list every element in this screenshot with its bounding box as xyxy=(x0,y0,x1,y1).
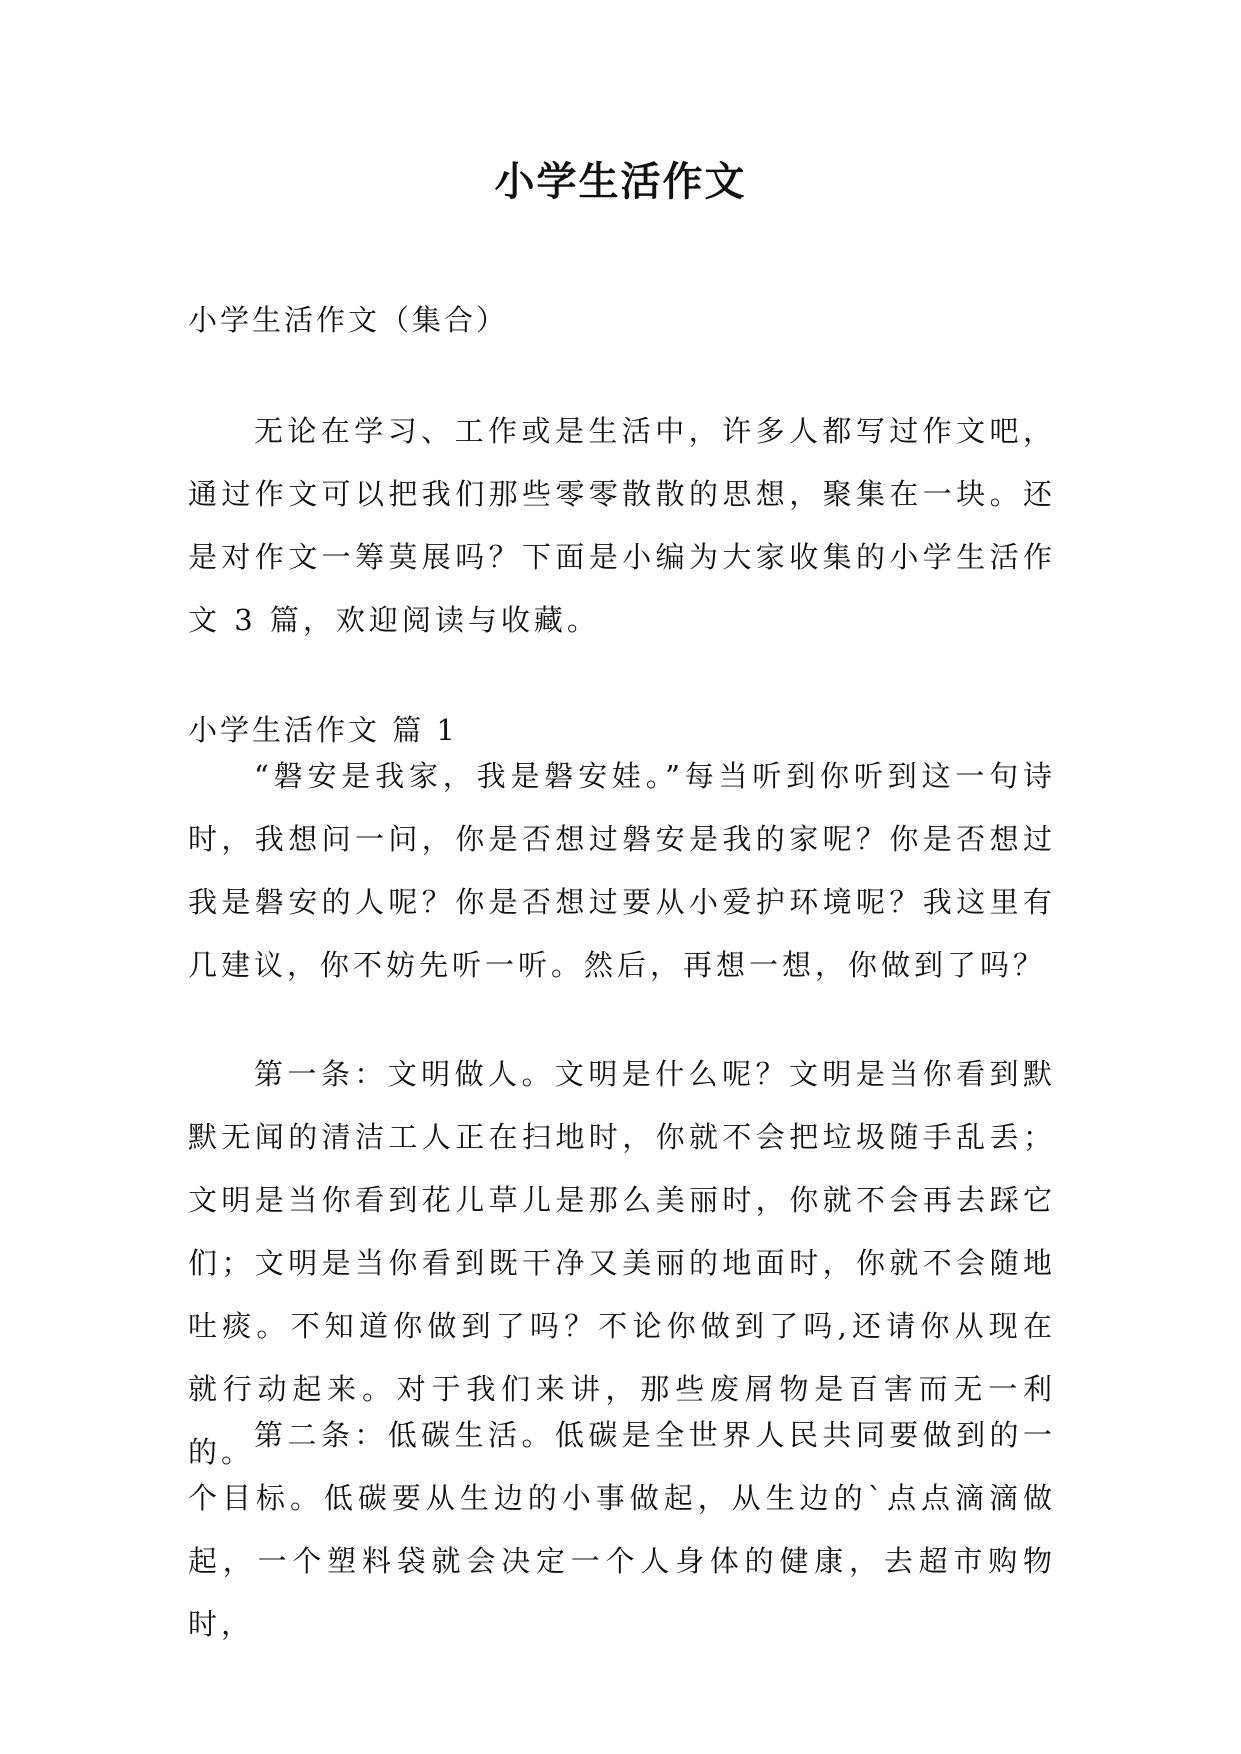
body-paragraph: “磐安是我家，我是磐安娃。”每当听到你听到这一句诗时，我想问一问，你是否想过磐安是我的家呢？你是否想过我是磐安的人呢？你是否想过要从小爱护环境呢？我这里有几建议，你不妨先听一听。然后，再想一想，你做到了吗？ xyxy=(188,759,1056,982)
document-subtitle: 小学生活作文（集合） xyxy=(188,303,509,337)
document-title: 小学生活作文 xyxy=(494,159,747,205)
section-heading: 小学生活作文 篇 1 xyxy=(188,713,458,747)
body-paragraph: 第一条：文明做人。文明是什么呢？文明是当你看到默默无闻的清洁工人正在扫地时，你就不会把垃圾随手乱丢；文明是当你看到花儿草儿是那么美丽时，你就不会再去踩它们；文明是当你看到既干净又美丽的地面时，你就不会随地吐痰。不知道你做到了吗？不论你做到了吗,还请你从现在就行动起来。对于我们来讲，那些废屑物是百害而无一利的。 xyxy=(188,1057,1056,1469)
intro-paragraph: 无论在学习、工作或是生活中，许多人都写过作文吧，通过作文可以把我们那些零零散散的思想，聚集在一块。还是对作文一筹莫展吗？下面是小编为大家收集的小学生活作文 3 篇，欢迎阅读与收藏。 xyxy=(188,414,1056,637)
body-paragraph: 第二条：低碳生活。低碳是全世界人民共同要做到的一个目标。低碳要从生边的小事做起，从生边的`点点滴滴做起，一个塑料袋就会决定一个人身体的健康，去超市购物时， xyxy=(188,1418,1056,1641)
